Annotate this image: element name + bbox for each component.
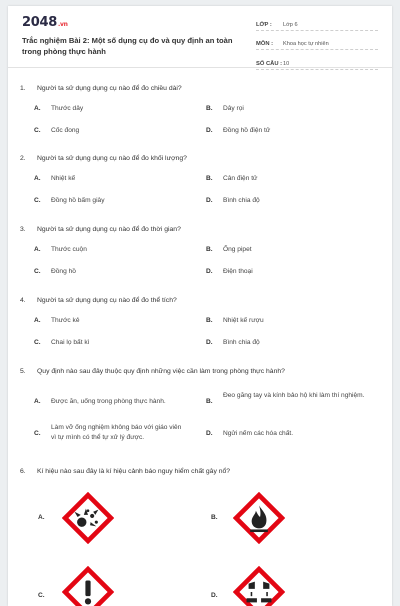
count-label: SỐ CÂU :	[256, 60, 283, 67]
question-number: 4.	[20, 297, 26, 304]
option-letter: C.	[34, 430, 41, 437]
option-text: Đồng hồ điện tử	[223, 127, 271, 134]
option-text: Cân điện tử	[223, 175, 258, 182]
option-letter: B.	[206, 246, 213, 253]
question-number: 6.	[20, 468, 26, 475]
question-5	[20, 367, 380, 441]
question-text	[20, 296, 380, 305]
option-letter: A.	[34, 317, 41, 324]
option-text: Bình chia độ	[223, 197, 260, 204]
count-value: 10	[283, 60, 290, 67]
option-letter: B.	[206, 175, 213, 182]
question-1	[20, 84, 380, 134]
brand-logo[interactable]	[22, 15, 68, 30]
question-number: 2.	[20, 155, 26, 162]
class-value: Lớp 6	[283, 21, 298, 28]
option-text: Đeo găng tay và kính bảo hộ khi làm thí nghiệm.	[223, 392, 365, 399]
option-text: Điện thoại	[223, 268, 253, 275]
option-letter: A.	[34, 398, 41, 405]
option-text: Làm vỡ ống nghiệm không báo với giáo viên vì tự mình có thể tự xử lý được.	[51, 424, 182, 441]
option-letter: C.	[34, 127, 41, 134]
option-text: Nhiệt kế rượu	[223, 317, 264, 324]
question-text	[20, 225, 380, 234]
option-text: Ngửi nếm các hóa chất.	[223, 430, 294, 437]
question-text	[20, 367, 380, 376]
meta-subject-row	[256, 34, 378, 51]
option-letter: D.	[211, 592, 218, 599]
option-letter: D.	[206, 268, 213, 275]
option-text: Thước dây	[51, 105, 84, 112]
option-letter: B.	[211, 514, 218, 521]
subject-value: Khoa học tự nhiên	[283, 41, 329, 47]
subject-label: MÔN :	[256, 41, 274, 47]
option-text: Được ăn, uống trong phòng thực hành.	[51, 398, 166, 405]
meta-info	[256, 14, 378, 73]
option-letter: C.	[34, 268, 41, 275]
flammable-hazard-icon	[233, 492, 285, 544]
option-text: Thước cuộn	[51, 246, 87, 253]
option-letter: B.	[206, 317, 213, 324]
question-text	[20, 467, 380, 476]
option-letter: B.	[206, 105, 213, 112]
option-letter: A.	[34, 105, 41, 112]
option-letter: D.	[206, 430, 213, 437]
question-text	[20, 84, 380, 93]
page-title: Trắc nghiệm Bài 2: Một số dụng cụ đo và quy định an toàn trong phòng thực hành	[22, 36, 233, 56]
question-2	[20, 154, 380, 204]
exclamation-hazard-icon	[62, 566, 114, 606]
question-text	[20, 154, 380, 163]
option-text: Bình chia độ	[223, 339, 260, 346]
brand-suffix: .vn	[57, 21, 68, 28]
option-letter: C.	[34, 339, 41, 346]
option-letter: D.	[206, 339, 213, 346]
option-letter: C.	[34, 197, 41, 204]
option-text: Cốc đong	[51, 127, 80, 134]
question-prompt: Người ta sử dụng dụng cụ nào để đo khối lượng?	[37, 155, 187, 162]
option-text: Chai lọ bất kì	[51, 339, 90, 346]
option-text: Đồng hồ	[51, 268, 76, 275]
option-letter: A.	[34, 175, 41, 182]
question-number: 1.	[20, 85, 26, 92]
question-4	[20, 296, 380, 346]
header-divider	[8, 67, 392, 68]
question-prompt: Người ta sử dụng dụng cụ nào để đo thể tích?	[37, 297, 177, 304]
corrosive-hazard-icon	[233, 566, 285, 606]
explosive-hazard-icon	[62, 492, 114, 544]
brand-name: 2048	[22, 15, 57, 30]
question-3	[20, 225, 380, 275]
option-letter: D.	[206, 127, 213, 134]
worksheet-page	[8, 6, 392, 606]
question-prompt: Người ta sử dụng dụng cụ nào để đo chiều dài?	[37, 85, 182, 92]
question-number: 5.	[20, 368, 26, 375]
meta-class-row	[256, 14, 378, 31]
option-text: Dây rọi	[223, 105, 244, 112]
option-letter: A.	[34, 246, 41, 253]
question-6	[20, 467, 380, 476]
class-label: LỚP :	[256, 21, 272, 28]
option-text: Thước kẻ	[51, 317, 80, 324]
option-text: Nhiệt kế	[51, 175, 76, 182]
option-text: Đồng hồ bấm giây	[51, 197, 105, 204]
option-text: Ống pipet	[223, 246, 252, 253]
option-letter: A.	[38, 514, 45, 521]
question-prompt: Kí hiệu nào sau đây là kí hiệu cảnh báo nguy hiểm chất gây nổ?	[37, 468, 231, 475]
option-letter: B.	[206, 398, 213, 405]
option-letter: C.	[38, 592, 45, 599]
option-letter: D.	[206, 197, 213, 204]
question-prompt: Người ta sử dụng dụng cụ nào để đo thời gian?	[37, 226, 181, 233]
question-number: 3.	[20, 226, 26, 233]
question-prompt: Quy định nào sau đây thuộc quy định những việc cần làm trong phòng thực hành?	[37, 368, 285, 375]
